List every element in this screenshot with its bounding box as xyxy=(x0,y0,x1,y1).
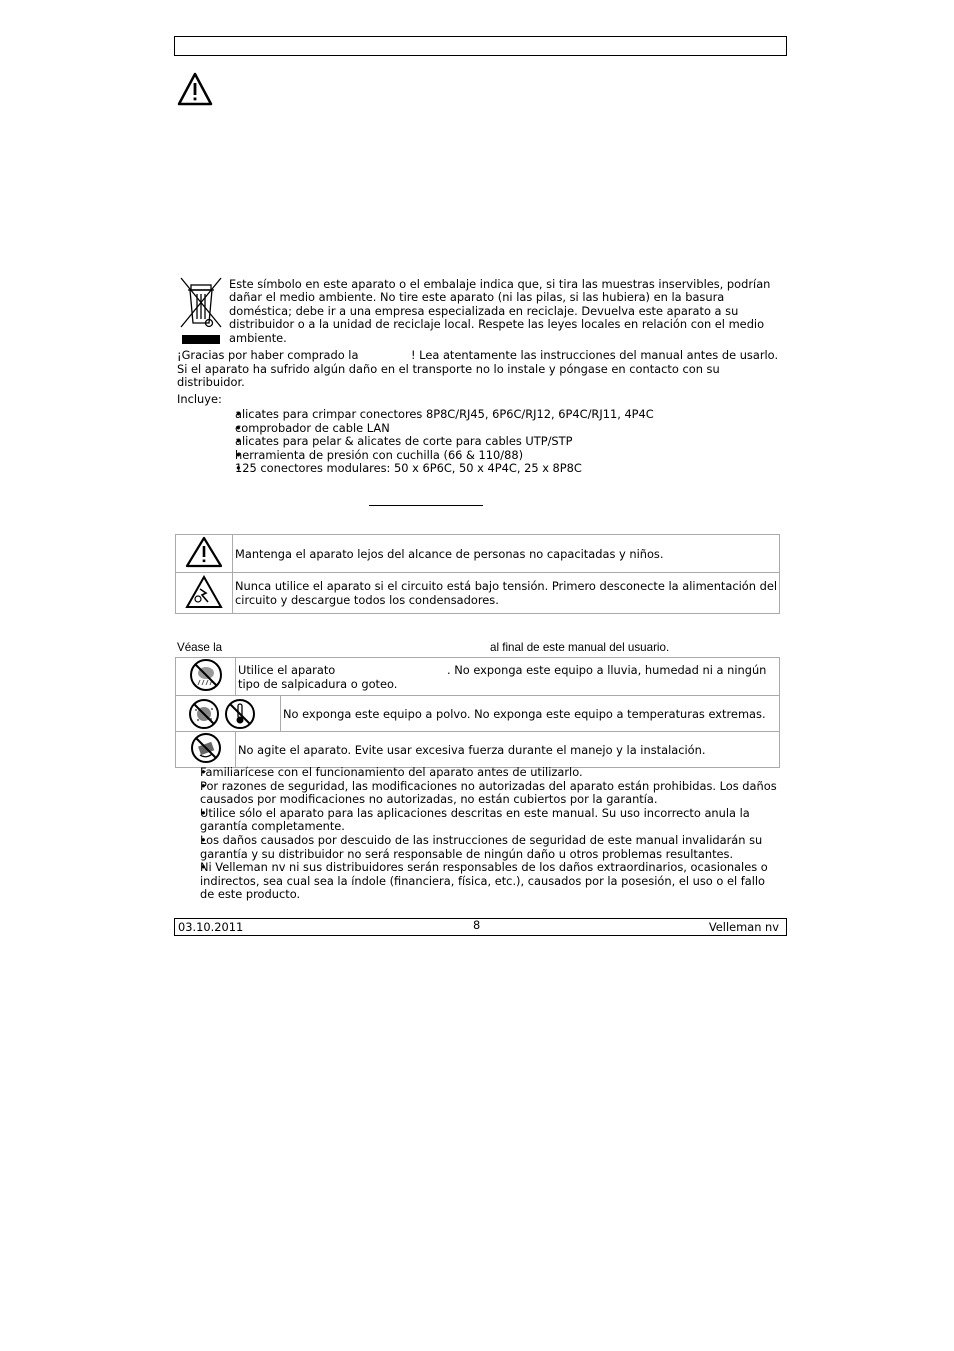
no-dust-icon xyxy=(188,698,220,730)
crossed-bin-icon xyxy=(178,275,224,347)
footer-page-number: 8 xyxy=(473,918,481,932)
electric-shock-icon xyxy=(184,575,224,609)
guideline-3-text: No agite el aparato. Evite usar excesiva fuerza durante el manejo y la instalación. xyxy=(236,732,780,768)
table-row xyxy=(176,658,780,696)
warning-triangle-icon xyxy=(184,536,224,568)
safety-table xyxy=(175,534,780,614)
safety-text-2-line-2: circuito y descargue todos los condensadores. xyxy=(235,593,499,607)
header-box xyxy=(174,36,787,56)
general-guidelines-list xyxy=(177,766,782,902)
thanks-line-1-start: ¡Gracias por haber comprado la xyxy=(177,348,359,362)
list-item: • herramienta de presión con cuchilla (66 & 110/88) xyxy=(206,449,654,463)
link-underline xyxy=(369,505,483,506)
table-row xyxy=(176,573,780,614)
list-item: • comprobador de cable LAN xyxy=(206,422,654,436)
safety-text-1: Mantenga el aparato lejos del alcance de personas no capacitadas y niños. xyxy=(233,535,780,573)
list-item: • Por razones de seguridad, las modificaciones no autorizadas del aparato están prohibidas. Los daños causados por modificaciones no autorizadas, no están cubiertos por la garantía. xyxy=(177,780,782,807)
guideline-1-end: . No exponga este equipo a lluvia, humedad ni a ningún xyxy=(447,662,767,677)
footer-box xyxy=(174,918,787,936)
weee-text-3: doméstica; debe ir a una empresa especializada en reciclaje. Devuelva este aparato a su xyxy=(229,304,739,318)
weee-text-2: dañar el medio ambiente. No tire este aparato (ni las pilas, si las hubiera) en la basura xyxy=(229,290,725,304)
temperature-icon xyxy=(224,698,256,730)
list-item: • Utilice sólo el aparato para las aplicaciones descritas en este manual. Su uso incorrecto anula la garantía completamente. xyxy=(177,807,782,834)
list-item: • Familiarícese con el funcionamiento del aparato antes de utilizarlo. xyxy=(177,766,782,780)
includes-list xyxy=(206,408,654,476)
weee-text-5: ambiente. xyxy=(229,331,287,345)
no-shake-icon xyxy=(190,732,222,764)
footer-company: Velleman nv xyxy=(708,920,779,934)
table-row xyxy=(176,535,780,573)
guideline-1-start: Utilice el aparato xyxy=(238,662,336,677)
safety-text-2-line-1: Nunca utilice el aparato si el circuito está bajo tensión. Primero desconecte la alimentación del xyxy=(235,579,777,593)
guidelines-intro-end: al final de este manual del usuario. xyxy=(490,641,670,654)
guidelines-table xyxy=(175,657,780,768)
thanks-line-3: distribuidor. xyxy=(177,375,245,389)
list-item: • alicates para pelar & alicates de corte para cables UTP/STP xyxy=(206,435,654,449)
list-item: • Ni Velleman nv ni sus distribuidores serán responsables de los daños extraordinarios, ocasionales o indirectos, sea cual sea la índole (financiera, física, etc.), causados por la posesión, el uso o el fallo de este producto. xyxy=(177,861,782,902)
guideline-1-line-2: tipo de salpicadura o goteo. xyxy=(238,676,398,691)
guidelines-intro-start: Véase la xyxy=(177,641,223,654)
weee-text-1: Este símbolo en este aparato o el embalaje indica que, si tira las muestras inservibles, podrían xyxy=(229,277,771,291)
list-item: • Los daños causados por descuido de las instrucciones de seguridad de este manual invalidarán su garantía y su distribuidor no será responsable de ningún daño u otros problemas resultantes. xyxy=(177,834,782,861)
includes-label: Incluye: xyxy=(177,392,222,406)
thanks-line-2: Si el aparato ha sufrido algún daño en el transporte no lo instale y póngase en contacto con su xyxy=(177,362,720,376)
footer-date: 03.10.2011 xyxy=(178,920,244,934)
list-item: • alicates para crimpar conectores 8P8C/RJ45, 6P6C/RJ12, 6P4C/RJ11, 4P4C xyxy=(206,408,654,422)
table-row xyxy=(176,696,780,732)
no-rain-icon xyxy=(189,658,223,692)
table-row xyxy=(176,732,780,768)
weee-text-4: distribuidor o a la unidad de reciclaje local. Respete las leyes locales en relación con el medio xyxy=(229,317,765,331)
thanks-line-1-end: ! Lea atentamente las instrucciones del manual antes de usarlo. xyxy=(411,348,779,362)
list-item: • 125 conectores modulares: 50 x 6P6C, 50 x 4P4C, 25 x 8P8C xyxy=(206,462,654,476)
guideline-2-text: No exponga este equipo a polvo. No exponga este equipo a temperaturas extremas. xyxy=(281,696,780,732)
warning-triangle-icon xyxy=(177,72,213,106)
